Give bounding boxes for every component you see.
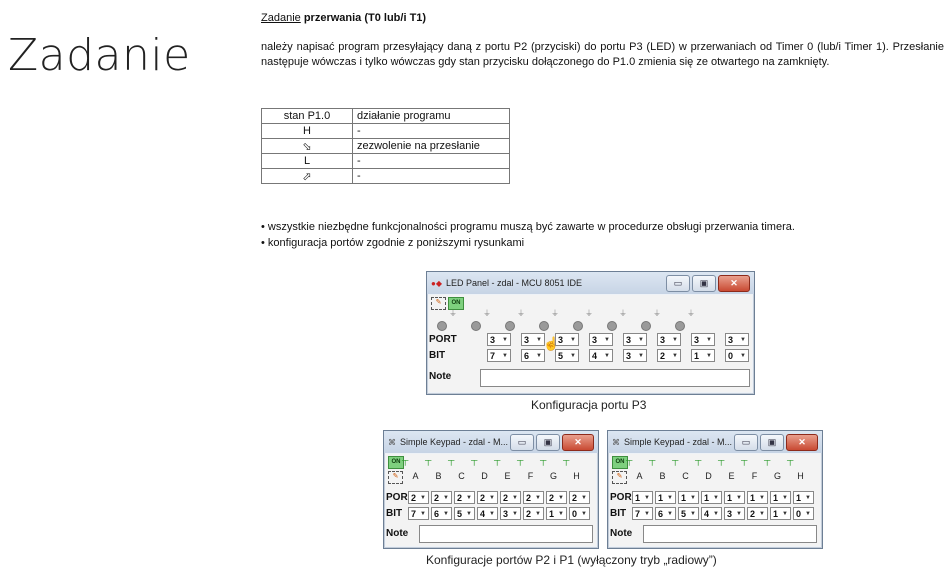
chevron-down-icon: ▼	[443, 511, 449, 517]
bit-select[interactable]: 2 ▼	[523, 507, 544, 520]
chevron-down-icon: ▼	[672, 337, 678, 343]
chevron-down-icon: ▼	[512, 511, 518, 517]
chevron-down-icon: ▼	[502, 353, 508, 359]
chevron-down-icon: ▼	[512, 495, 518, 501]
port-select[interactable]: 3 ▼	[555, 333, 579, 346]
port-select[interactable]: 3 ▼	[589, 333, 613, 346]
key-label[interactable]: B	[435, 471, 442, 481]
switch-icon[interactable]: ┬	[563, 455, 570, 465]
port-select[interactable]: 3 ▼	[487, 333, 511, 346]
port-select[interactable]: 3 ▼	[657, 333, 681, 346]
port-select[interactable]: 3 ▼	[691, 333, 715, 346]
port-select[interactable]: 2 ▼	[569, 491, 590, 504]
port-select[interactable]: 1 ▼	[747, 491, 768, 504]
maximize-button[interactable]: ▣	[692, 275, 716, 292]
chevron-down-icon: ▼	[644, 495, 650, 501]
bit-label: BIT	[429, 350, 446, 361]
chevron-down-icon: ▼	[690, 511, 696, 517]
port-select[interactable]: 1 ▼	[701, 491, 722, 504]
chevron-down-icon: ▼	[536, 337, 542, 343]
maximize-button[interactable]: ▣	[536, 434, 560, 451]
key-label[interactable]: G	[549, 471, 557, 481]
window-title: LED Panel - zdal - MCU 8051 IDE	[445, 278, 583, 288]
led-indicator	[675, 321, 685, 331]
state-table-header	[262, 109, 510, 124]
on-button[interactable]: ON	[448, 297, 464, 310]
list-item: • konfiguracja portów zgodnie z poniższymi rysunkami	[261, 237, 525, 249]
switch-icon[interactable]: ┬	[649, 455, 656, 465]
chevron-down-icon: ▼	[667, 511, 673, 517]
led-indicator	[573, 321, 583, 331]
port-select[interactable]: 2 ▼	[477, 491, 498, 504]
switch-icon[interactable]: ┬	[626, 455, 633, 465]
note-label: Note	[429, 371, 452, 382]
key-label[interactable]: D	[705, 471, 712, 481]
switch-icon[interactable]: ┬	[448, 455, 455, 465]
chevron-down-icon: ▼	[736, 511, 742, 517]
led-indicator	[607, 321, 617, 331]
bit-select[interactable]: 5 ▼	[454, 507, 475, 520]
maximize-button[interactable]: ▣	[760, 434, 784, 451]
state-cell: H	[262, 124, 353, 139]
bit-select[interactable]: 7 ▼	[632, 507, 653, 520]
close-button[interactable]: ✕	[718, 275, 750, 292]
chevron-down-icon: ▼	[644, 511, 650, 517]
port-select[interactable]: 2 ▼	[454, 491, 475, 504]
header-cell: stan P1.0	[262, 109, 353, 124]
port-select[interactable]: 2 ▼	[546, 491, 567, 504]
minimize-button[interactable]: ▭	[510, 434, 534, 451]
action-cell: -	[353, 154, 510, 169]
led-symbol-icon: ⏚	[619, 309, 627, 318]
bit-select[interactable]: 4 ▼	[589, 349, 613, 362]
chevron-down-icon: ▼	[536, 353, 542, 359]
config-tool-icon[interactable]: ✎	[612, 471, 627, 484]
key-label[interactable]: C	[682, 471, 689, 481]
note-input[interactable]	[643, 525, 817, 543]
key-label[interactable]: H	[797, 471, 804, 481]
port-label: POR	[386, 492, 408, 503]
keypad-p2-window	[383, 430, 599, 549]
mouse-cursor-icon: ☝	[543, 336, 560, 351]
switch-icon[interactable]: ┬	[540, 455, 547, 465]
table-row	[262, 124, 510, 139]
chevron-down-icon: ▼	[713, 495, 719, 501]
switch-icon[interactable]: ┬	[517, 455, 524, 465]
action-cell: -	[353, 124, 510, 139]
chevron-down-icon: ▼	[604, 353, 610, 359]
bit-select[interactable]: 4 ▼	[701, 507, 722, 520]
switch-icon[interactable]: ┬	[741, 455, 748, 465]
chevron-down-icon: ▼	[535, 495, 541, 501]
key-label[interactable]: C	[458, 471, 465, 481]
chevron-down-icon: ▼	[759, 511, 765, 517]
chevron-down-icon: ▼	[502, 337, 508, 343]
switch-icon[interactable]: ┬	[718, 455, 725, 465]
bit-select[interactable]: 2 ▼	[657, 349, 681, 362]
chevron-down-icon: ▼	[558, 511, 564, 517]
led-symbol-icon: ⏚	[585, 309, 593, 318]
note-label: Note	[386, 528, 409, 539]
state-table	[261, 108, 510, 184]
bit-select[interactable]: 3 ▼	[623, 349, 647, 362]
led-symbol-icon: ⏚	[687, 309, 695, 318]
task-heading-topic: przerwania (T0 lub/i T1)	[303, 12, 427, 24]
bit-label: BIT	[610, 508, 627, 519]
keypad-p2-body	[386, 454, 596, 546]
bit-select[interactable]: 4 ▼	[477, 507, 498, 520]
config-tool-icon[interactable]: ✎	[431, 297, 446, 310]
requirements-list	[261, 219, 795, 251]
chevron-down-icon: ▼	[535, 511, 541, 517]
chevron-down-icon: ▼	[805, 495, 811, 501]
chevron-down-icon: ▼	[706, 353, 712, 359]
keypad-p1-body	[610, 454, 820, 546]
note-input[interactable]	[419, 525, 593, 543]
port-select[interactable]: 3 ▼	[521, 333, 545, 346]
port-select[interactable]: 2 ▼	[431, 491, 452, 504]
led-indicator	[505, 321, 515, 331]
chevron-down-icon: ▼	[581, 511, 587, 517]
key-label[interactable]: B	[659, 471, 666, 481]
bit-select[interactable]: 3 ▼	[500, 507, 521, 520]
bit-label: BIT	[386, 508, 403, 519]
chevron-down-icon: ▼	[672, 353, 678, 359]
chevron-down-icon: ▼	[740, 337, 746, 343]
key-label[interactable]: H	[573, 471, 580, 481]
port-select[interactable]: 1 ▼	[724, 491, 745, 504]
chevron-down-icon: ▼	[638, 337, 644, 343]
chevron-down-icon: ▼	[759, 495, 765, 501]
chevron-down-icon: ▼	[443, 495, 449, 501]
key-label[interactable]: G	[773, 471, 781, 481]
key-label[interactable]: F	[527, 471, 534, 481]
bit-select[interactable]: 0 ▼	[793, 507, 814, 520]
task-description: należy napisać program przesyłający daną z portu P2 (przyciski) do portu P3 (LED) w przerwaniach od Timer 0 (lub/i Timer 1). Przesłanie następuje wówczas i tylko wówczas gdy stan przycisku dołączonego do P1.0 zmienia się ze otwartego na zamknięty.	[261, 41, 944, 68]
bit-select[interactable]: 7 ▼	[408, 507, 429, 520]
led-symbol-icon: ⏚	[483, 309, 491, 318]
chevron-down-icon: ▼	[782, 495, 788, 501]
keypads-caption: Konfiguracje portów P2 i P1 (wyłączony tryb „radiowy”)	[426, 553, 717, 567]
bit-select[interactable]: 5 ▼	[555, 349, 579, 362]
bit-select[interactable]: 6 ▼	[521, 349, 545, 362]
led-indicator	[641, 321, 651, 331]
switch-icon[interactable]: ┬	[787, 455, 794, 465]
switch-icon[interactable]: ┬	[494, 455, 501, 465]
state-cell: L	[262, 154, 353, 169]
table-row	[262, 154, 510, 169]
bit-select[interactable]: 7 ▼	[487, 349, 511, 362]
chevron-down-icon: ▼	[570, 353, 576, 359]
on-button[interactable]: ON	[388, 456, 404, 469]
task-heading-label: Zadanie	[261, 12, 301, 24]
chevron-down-icon: ▼	[690, 495, 696, 501]
bit-select[interactable]: 1 ▼	[546, 507, 567, 520]
chevron-down-icon: ▼	[420, 511, 426, 517]
window-title: Simple Keypad - zdal - M...	[624, 437, 733, 447]
task-heading	[261, 12, 426, 24]
bit-select[interactable]: 5 ▼	[678, 507, 699, 520]
on-button[interactable]: ON	[612, 456, 628, 469]
port-select[interactable]: 1 ▼	[678, 491, 699, 504]
led-panel-window	[426, 271, 755, 395]
port-select[interactable]: 1 ▼	[632, 491, 653, 504]
port-label: PORT	[429, 334, 457, 345]
state-cell: ⬂	[262, 139, 353, 154]
led-symbol-icon: ⏚	[551, 309, 559, 318]
port-select[interactable]: 1 ▼	[655, 491, 676, 504]
key-label[interactable]: A	[636, 471, 643, 481]
bit-select[interactable]: 1 ▼	[770, 507, 791, 520]
led-indicator	[437, 321, 447, 331]
key-label[interactable]: E	[504, 471, 511, 481]
slide-title: Zadanie	[8, 30, 191, 81]
chevron-down-icon: ▼	[706, 337, 712, 343]
key-label[interactable]: D	[481, 471, 488, 481]
bit-select[interactable]: 3 ▼	[724, 507, 745, 520]
chevron-down-icon: ▼	[740, 353, 746, 359]
chevron-down-icon: ▼	[805, 511, 811, 517]
note-input[interactable]	[480, 369, 750, 387]
bit-select[interactable]: 6 ▼	[655, 507, 676, 520]
keypad-app-icon: ⌘	[612, 437, 620, 447]
chevron-down-icon: ▼	[638, 353, 644, 359]
config-tool-icon[interactable]: ✎	[388, 471, 403, 484]
state-cell: ⬀	[262, 169, 353, 184]
led-panel-caption: Konfiguracja portu P3	[531, 398, 647, 412]
close-button[interactable]: ✕	[786, 434, 818, 451]
action-cell: -	[353, 169, 510, 184]
chevron-down-icon: ▼	[489, 511, 495, 517]
list-item: • wszystkie niezbędne funkcjonalności programu muszą być zawarte w procedurze obsługi przerwania timera.	[261, 221, 795, 233]
port-select[interactable]: 1 ▼	[793, 491, 814, 504]
led-indicator	[539, 321, 549, 331]
bit-select[interactable]: 1 ▼	[691, 349, 715, 362]
chevron-down-icon: ▼	[489, 495, 495, 501]
switch-icon[interactable]: ┬	[695, 455, 702, 465]
led-app-icon: ●◆	[431, 278, 442, 288]
port-label: POR	[610, 492, 632, 503]
switch-icon[interactable]: ┬	[764, 455, 771, 465]
keypad-p1-titlebar[interactable]	[608, 431, 822, 453]
action-cell: zezwolenie na przesłanie	[353, 139, 510, 154]
switch-icon[interactable]: ┬	[425, 455, 432, 465]
table-row	[262, 139, 510, 154]
led-panel-titlebar[interactable]	[427, 272, 754, 294]
chevron-down-icon: ▼	[581, 495, 587, 501]
chevron-down-icon: ▼	[736, 495, 742, 501]
bit-select[interactable]: 0 ▼	[569, 507, 590, 520]
chevron-down-icon: ▼	[420, 495, 426, 501]
led-symbol-icon: ⏚	[517, 309, 525, 318]
chevron-down-icon: ▼	[782, 511, 788, 517]
key-label[interactable]: A	[412, 471, 419, 481]
led-panel-body	[429, 295, 752, 392]
key-label[interactable]: E	[728, 471, 735, 481]
chevron-down-icon: ▼	[667, 495, 673, 501]
bit-select[interactable]: 0 ▼	[725, 349, 749, 362]
chevron-down-icon: ▼	[570, 337, 576, 343]
port-select[interactable]: 2 ▼	[408, 491, 429, 504]
port-select[interactable]: 1 ▼	[770, 491, 791, 504]
switch-icon[interactable]: ┬	[402, 455, 409, 465]
bit-select[interactable]: 6 ▼	[431, 507, 452, 520]
chevron-down-icon: ▼	[466, 511, 472, 517]
close-button[interactable]: ✕	[562, 434, 594, 451]
header-cell: działanie programu	[353, 109, 510, 124]
minimize-button[interactable]: ▭	[734, 434, 758, 451]
keypad-app-icon: ⌘	[388, 437, 396, 447]
led-symbol-icon: ⏚	[653, 309, 661, 318]
switch-icon[interactable]: ┬	[672, 455, 679, 465]
port-select[interactable]: 2 ▼	[500, 491, 521, 504]
key-label[interactable]: F	[751, 471, 758, 481]
port-select[interactable]: 2 ▼	[523, 491, 544, 504]
window-title: Simple Keypad - zdal - M...	[400, 437, 509, 447]
keypad-p1-window	[607, 430, 823, 549]
chevron-down-icon: ▼	[558, 495, 564, 501]
keypad-p2-titlebar[interactable]	[384, 431, 598, 453]
chevron-down-icon: ▼	[713, 511, 719, 517]
chevron-down-icon: ▼	[466, 495, 472, 501]
note-label: Note	[610, 528, 633, 539]
bit-select[interactable]: 2 ▼	[747, 507, 768, 520]
led-indicator	[471, 321, 481, 331]
port-select[interactable]: 3 ▼	[725, 333, 749, 346]
table-row	[262, 169, 510, 184]
minimize-button[interactable]: ▭	[666, 275, 690, 292]
chevron-down-icon: ▼	[604, 337, 610, 343]
led-symbol-icon: ⏚	[449, 309, 457, 318]
switch-icon[interactable]: ┬	[471, 455, 478, 465]
port-select[interactable]: 3 ▼	[623, 333, 647, 346]
